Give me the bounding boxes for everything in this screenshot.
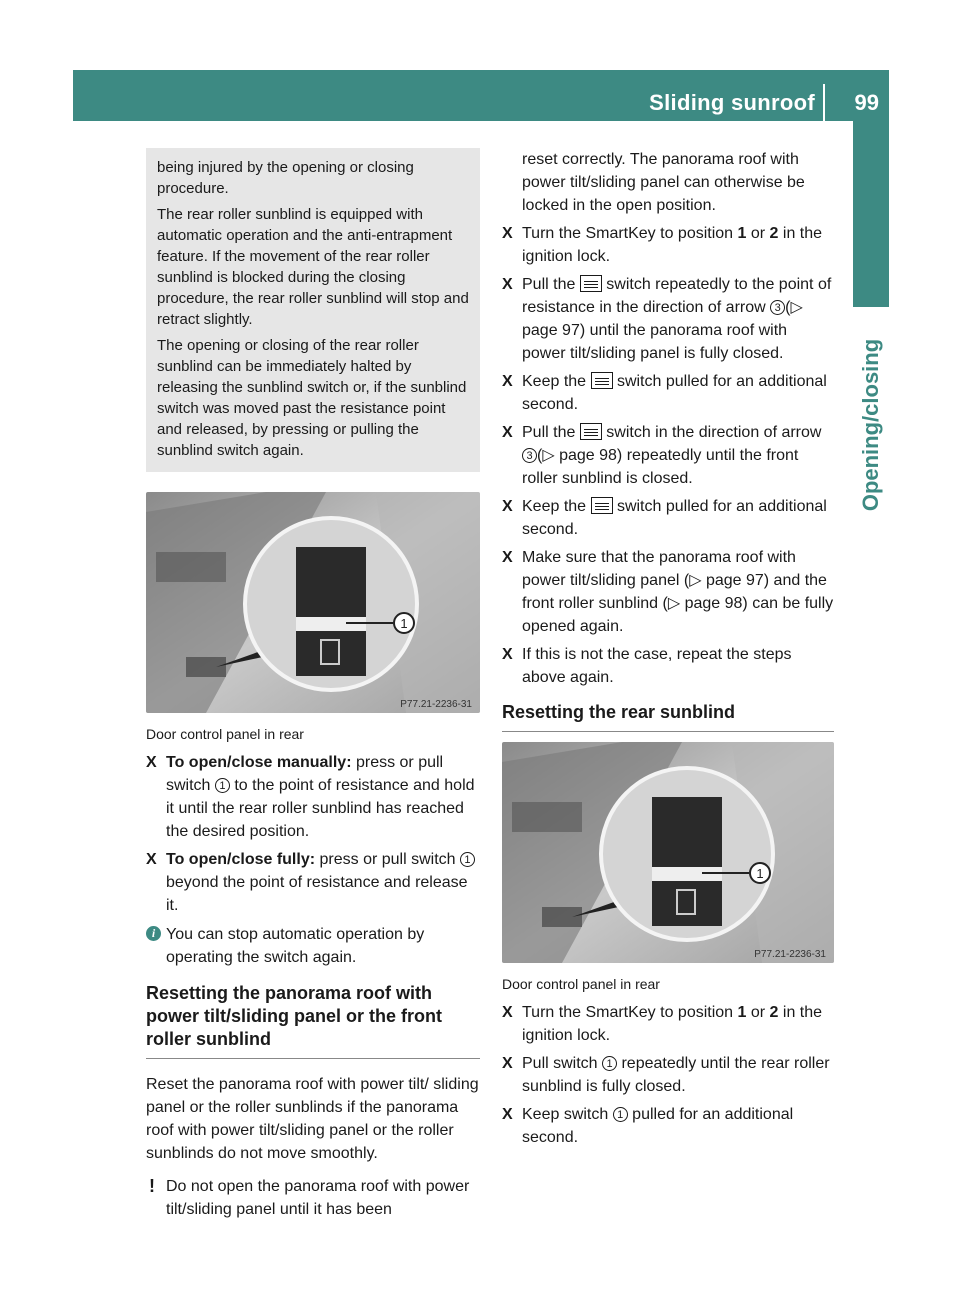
list-item: X To open/close manually: press or pull switch 1 to the point of resistance and hold it until the rear roller sunblind has reached the desired position. xyxy=(146,754,475,840)
notice: ! Do not open the panorama roof with power tilt/sliding panel until it has been xyxy=(149,1176,470,1218)
warning-text-3: The opening or closing of the rear roller sunblind can be immediately halted by releasing the sunblind switch or, if the sunblind switch was moved past the resistance point and released, by pressing or pulling the sunblind switch again. xyxy=(157,337,467,459)
section-heading: Resetting the panorama roof with power tilt/sliding panel or the front roller sunblind xyxy=(146,983,442,1049)
callout-3-icon: 3 xyxy=(522,448,537,463)
chapter-label: Opening/closing xyxy=(858,338,883,512)
figure-caption: Door control panel in rear xyxy=(502,976,660,992)
figure-callout: 1 xyxy=(400,616,408,631)
warning-text-2: The rear roller sunblind is equipped with automatic operation and the anti-entrapment feature. If the movement of the rear roller sunblind is blocked during the closing procedure, the rear roller sunblind will stop and retract slightly. xyxy=(157,206,469,328)
figure-caption: Door control panel in rear xyxy=(146,726,304,742)
sunblind-switch-icon xyxy=(580,275,602,292)
list-item: X Pull switch 1 repeatedly until the rear roller sunblind is fully closed. xyxy=(502,1055,830,1095)
header-divider xyxy=(823,84,825,121)
info-note: i You can stop automatic operation by operating the switch again. xyxy=(146,923,480,969)
figure-callout: 1 xyxy=(756,866,764,881)
callout-3-icon: 3 xyxy=(770,300,785,315)
list-item: X Turn the SmartKey to position 1 or 2 in the ignition lock. xyxy=(502,225,823,265)
sunblind-switch-icon xyxy=(591,372,613,389)
section-title: Sliding sunroof xyxy=(649,90,815,115)
paragraph: Reset the panorama roof with power tilt/ sliding panel or the roller sunblinds if the panorama roof with power tilt/sliding panel or the roller sunblinds do not move smoothly. xyxy=(146,1076,479,1162)
callout-1-icon: 1 xyxy=(613,1107,628,1122)
door-panel-illustration xyxy=(146,492,480,713)
chapter-tab xyxy=(853,121,889,307)
list-item: X Turn the SmartKey to position 1 or 2 in the ignition lock. xyxy=(502,1004,823,1044)
warning-box xyxy=(146,148,480,472)
callout-1-icon: 1 xyxy=(602,1056,617,1071)
sunblind-switch-icon xyxy=(580,423,602,440)
right-column xyxy=(502,148,834,1154)
list-item: X Keep switch 1 pulled for an additional second. xyxy=(502,1106,794,1146)
heading-rule xyxy=(146,1058,480,1059)
warning-icon: ! xyxy=(149,1176,155,1196)
callout-1-icon: 1 xyxy=(215,778,230,793)
notice-continued: reset correctly. The panorama roof with power tilt/sliding panel can otherwise be locked in the open position. xyxy=(522,151,805,214)
heading-rule xyxy=(502,731,834,732)
page-header xyxy=(73,70,889,121)
list-item: X If this is not the case, repeat the steps above again. xyxy=(502,646,792,686)
figure-code: P77.21-2236-31 xyxy=(400,699,472,710)
warning-text-1: being injured by the opening or closing procedure. xyxy=(157,159,414,197)
list-item: X Make sure that the panorama roof with power tilt/sliding panel (▷ page 97) and the front roller sunblind (▷ page 98) can be fully opened again. xyxy=(502,549,834,635)
door-panel-illustration xyxy=(502,742,834,963)
door-panel-figure xyxy=(502,742,834,963)
callout-1-icon: 1 xyxy=(460,852,475,867)
list-item: X Pull the switch in the direction of arrow 3 (▷ page 98) repeatedly until the front roller sunblind is closed. xyxy=(502,424,822,487)
list-item: X Pull the switch repeatedly to the point of resistance in the direction of arrow 3 (▷ page 97) until the panorama roof with power tilt/sliding panel is fully closed. xyxy=(502,276,832,362)
list-item: X Keep the switch pulled for an additional second. xyxy=(502,373,827,413)
section-heading: Resetting the rear sunblind xyxy=(502,702,736,722)
sunblind-switch-icon xyxy=(591,497,613,514)
figure-code: P77.21-2236-31 xyxy=(754,949,826,960)
door-panel-figure xyxy=(146,492,480,713)
list-item: X To open/close fully: press or pull switch 1 beyond the point of resistance and release it. xyxy=(146,848,480,917)
left-column xyxy=(146,148,480,1226)
info-icon: i xyxy=(146,926,161,941)
list-item: X Keep the switch pulled for an additional second. xyxy=(502,498,827,538)
page-number: 99 xyxy=(854,90,879,115)
